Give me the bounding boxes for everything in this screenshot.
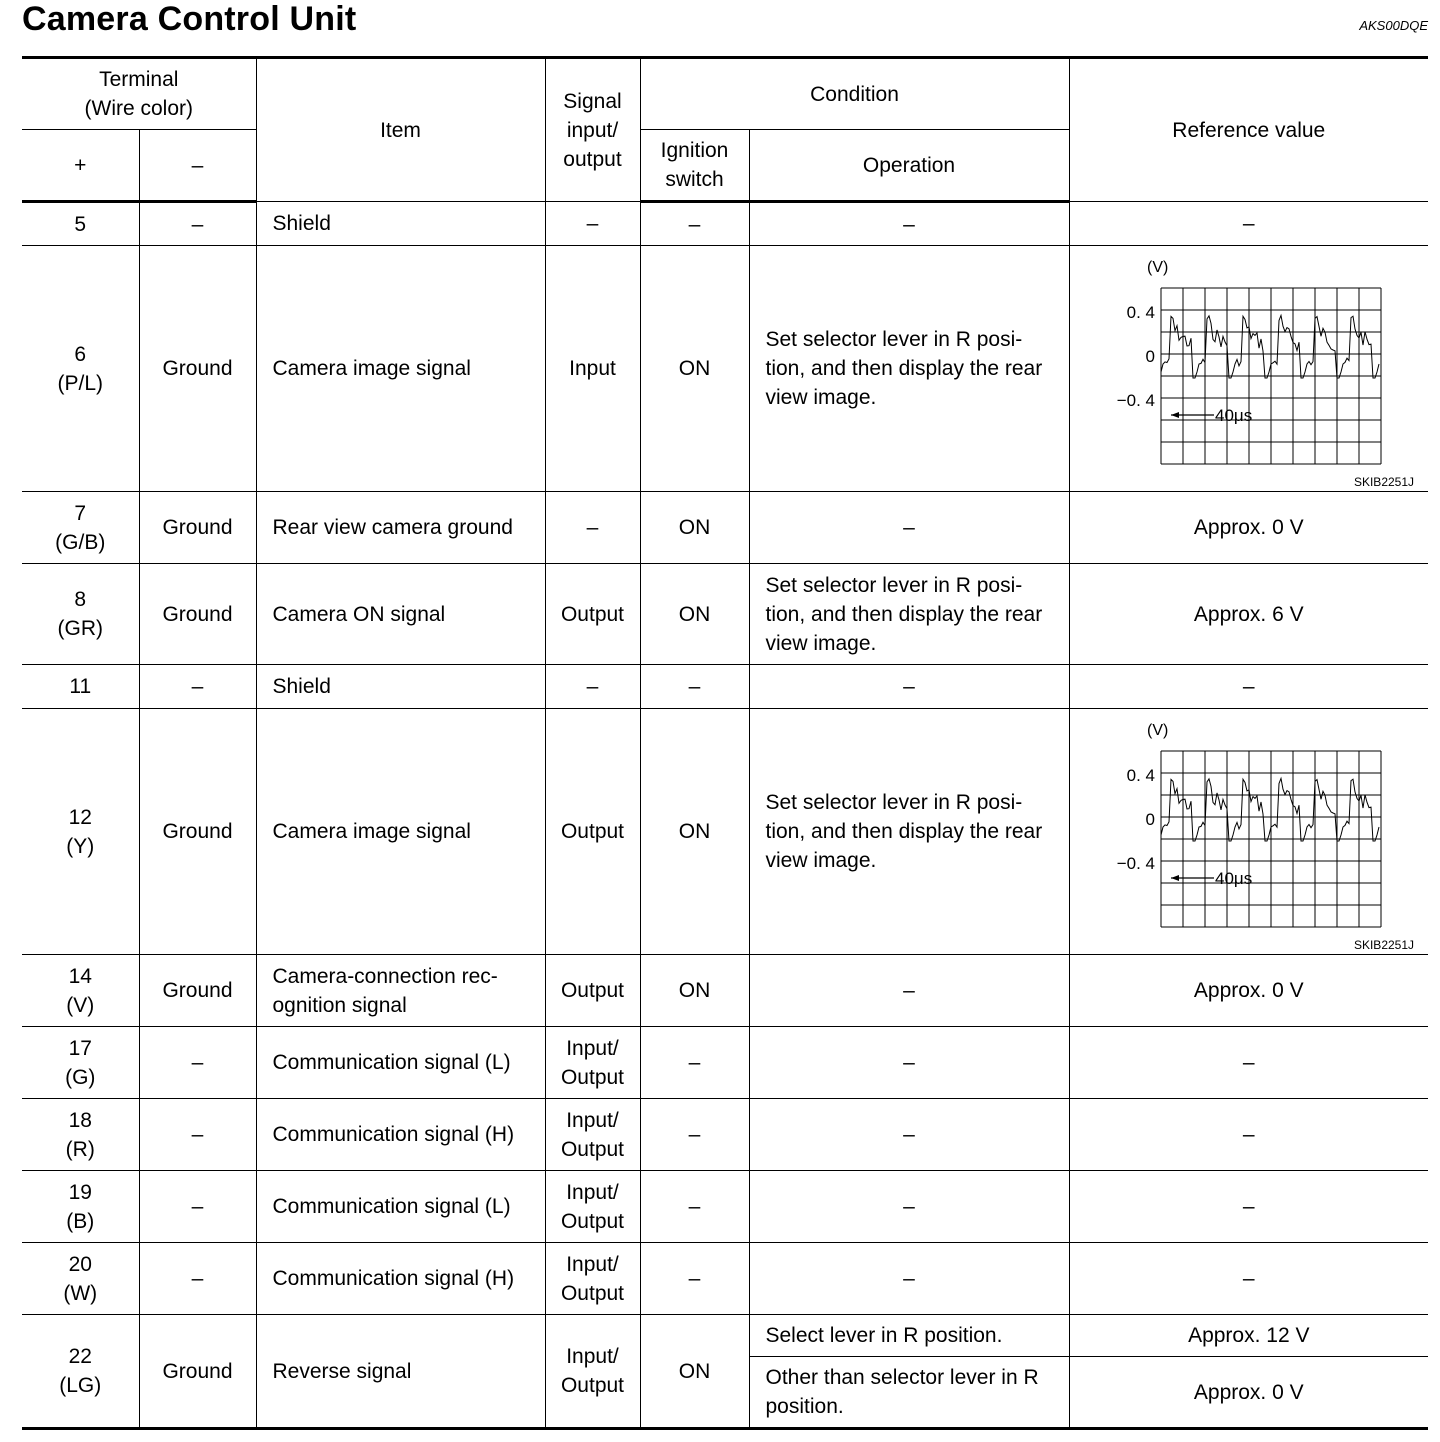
item-cell: Camera image signal — [256, 709, 545, 955]
plus-header: + — [22, 130, 139, 202]
terminal-minus: – — [139, 202, 256, 246]
reference-cell: Approx. 0 V — [1069, 492, 1428, 564]
reference-cell: – — [1069, 665, 1428, 709]
item-cell: Camera image signal — [256, 246, 545, 492]
terminal-table — [22, 56, 1428, 1430]
reference-header: Reference value — [1069, 58, 1428, 202]
item-header: Item — [256, 58, 545, 202]
y-tick-top: 0. 4 — [1126, 765, 1155, 785]
ignition-cell: – — [640, 1027, 749, 1099]
signal-io-cell: – — [545, 492, 640, 564]
table-row — [22, 202, 1428, 246]
reference-cell: – — [1069, 1171, 1428, 1243]
item-cell: Communication signal (H) — [256, 1099, 545, 1171]
item-cell: Shield — [256, 665, 545, 709]
terminal-plus: 19 (B) — [22, 1171, 139, 1243]
reference-cell — [1069, 246, 1428, 492]
table-row — [22, 246, 1428, 492]
table-row — [22, 955, 1428, 1027]
operation-cell: – — [749, 1243, 1069, 1315]
operation-cell: – — [749, 202, 1069, 246]
terminal-minus: Ground — [139, 955, 256, 1027]
signal-io-cell: Input/ Output — [545, 1243, 640, 1315]
operation-cell: – — [749, 1099, 1069, 1171]
document-id: AKS00DQE — [1359, 18, 1428, 33]
terminal-minus: – — [139, 1099, 256, 1171]
terminal-minus: Ground — [139, 564, 256, 665]
item-cell: Shield — [256, 202, 545, 246]
ignition-cell: – — [640, 665, 749, 709]
signal-trace — [1161, 778, 1379, 841]
ignition-cell: – — [640, 1171, 749, 1243]
item-cell: Camera-connection rec- ognition signal — [256, 955, 545, 1027]
terminal-minus: Ground — [139, 492, 256, 564]
time-arrow-head — [1171, 875, 1179, 881]
operation-cell: Select lever in R position. — [749, 1315, 1069, 1357]
table-row — [22, 1027, 1428, 1099]
item-cell: Communication signal (H) — [256, 1243, 545, 1315]
reference-cell: Approx. 6 V — [1069, 564, 1428, 665]
terminal-plus: 6 (P/L) — [22, 246, 139, 492]
table-row — [22, 1315, 1428, 1357]
reference-cell: – — [1069, 1243, 1428, 1315]
y-tick-mid: 0 — [1145, 809, 1155, 829]
terminal-minus: – — [139, 1243, 256, 1315]
operation-cell: Set selector lever in R posi- tion, and then display the rear view image. — [749, 709, 1069, 955]
ignition-cell: – — [640, 1099, 749, 1171]
terminal-plus: 20 (W) — [22, 1243, 139, 1315]
terminal-plus: 18 (R) — [22, 1099, 139, 1171]
operation-header: Operation — [749, 130, 1069, 202]
unit-label: (V) — [1146, 258, 1169, 276]
signal-io-cell: Output — [545, 709, 640, 955]
signal-io-cell: – — [545, 665, 640, 709]
ignition-cell: – — [640, 202, 749, 246]
ignition-cell: ON — [640, 709, 749, 955]
operation-cell: – — [749, 1171, 1069, 1243]
waveform-svg — [1099, 717, 1399, 947]
ignition-cell: ON — [640, 246, 749, 492]
terminal-minus: Ground — [139, 709, 256, 955]
terminal-minus: – — [139, 1027, 256, 1099]
time-label: 40μs — [1214, 868, 1252, 888]
condition-header: Condition — [640, 58, 1069, 130]
y-tick-bottom: −0. 4 — [1116, 390, 1155, 410]
signal-io-cell: Output — [545, 564, 640, 665]
reference-cell: Approx. 0 V — [1069, 955, 1428, 1027]
table-row — [22, 709, 1428, 955]
item-cell: Communication signal (L) — [256, 1027, 545, 1099]
figure-id: SKIB2251J — [1353, 475, 1415, 489]
ignition-cell: ON — [640, 955, 749, 1027]
terminal-plus: 14 (V) — [22, 955, 139, 1027]
terminal-plus: 22 (LG) — [22, 1315, 139, 1429]
waveform-chart — [1099, 254, 1399, 484]
item-cell: Camera ON signal — [256, 564, 545, 665]
operation-cell: – — [749, 955, 1069, 1027]
reference-cell: Approx. 12 V — [1069, 1315, 1428, 1357]
time-arrow-head — [1171, 412, 1179, 418]
waveform-svg — [1099, 254, 1399, 484]
terminal-plus: 12 (Y) — [22, 709, 139, 955]
item-cell: Rear view camera ground — [256, 492, 545, 564]
figure-id: SKIB2251J — [1353, 938, 1415, 952]
terminal-plus: 5 — [22, 202, 139, 246]
table-row — [22, 1099, 1428, 1171]
signal-io-cell: Input/ Output — [545, 1099, 640, 1171]
terminal-header: Terminal (Wire color) — [22, 58, 256, 130]
item-cell: Communication signal (L) — [256, 1171, 545, 1243]
terminal-minus: Ground — [139, 1315, 256, 1429]
minus-header: – — [139, 130, 256, 202]
unit-label: (V) — [1146, 721, 1169, 739]
item-cell: Reverse signal — [256, 1315, 545, 1429]
terminal-plus: 8 (GR) — [22, 564, 139, 665]
terminal-plus: 11 — [22, 665, 139, 709]
table-row — [22, 665, 1428, 709]
operation-cell: Set selector lever in R posi- tion, and then display the rear view image. — [749, 246, 1069, 492]
table-row — [22, 1243, 1428, 1315]
signal-io-cell: Output — [545, 955, 640, 1027]
signal-io-header: Signal input/ output — [545, 58, 640, 202]
terminal-minus: – — [139, 665, 256, 709]
signal-io-cell: Input — [545, 246, 640, 492]
ignition-header: Ignition switch — [640, 130, 749, 202]
operation-cell: – — [749, 1027, 1069, 1099]
reference-cell — [1069, 709, 1428, 955]
signal-io-cell: Input/ Output — [545, 1027, 640, 1099]
table-row — [22, 564, 1428, 665]
reference-cell: Approx. 0 V — [1069, 1357, 1428, 1429]
reference-cell: – — [1069, 1099, 1428, 1171]
ignition-cell: ON — [640, 1315, 749, 1429]
y-tick-bottom: −0. 4 — [1116, 853, 1155, 873]
time-label: 40μs — [1214, 405, 1252, 425]
reference-cell: – — [1069, 202, 1428, 246]
ignition-cell: ON — [640, 564, 749, 665]
operation-cell: Set selector lever in R posi- tion, and then display the rear view image. — [749, 564, 1069, 665]
signal-io-cell: – — [545, 202, 640, 246]
terminal-minus: Ground — [139, 246, 256, 492]
ignition-cell: – — [640, 1243, 749, 1315]
signal-io-cell: Input/ Output — [545, 1315, 640, 1429]
operation-cell: – — [749, 492, 1069, 564]
table-row — [22, 1171, 1428, 1243]
reference-cell: – — [1069, 1027, 1428, 1099]
terminal-minus: – — [139, 1171, 256, 1243]
terminal-plus: 17 (G) — [22, 1027, 139, 1099]
signal-io-cell: Input/ Output — [545, 1171, 640, 1243]
y-tick-top: 0. 4 — [1126, 302, 1155, 322]
y-tick-mid: 0 — [1145, 346, 1155, 366]
waveform-chart — [1099, 717, 1399, 947]
signal-trace — [1161, 315, 1379, 378]
ignition-cell: ON — [640, 492, 749, 564]
terminal-plus: 7 (G/B) — [22, 492, 139, 564]
operation-cell: Other than selector lever in R position. — [749, 1357, 1069, 1429]
table-row — [22, 492, 1428, 564]
page-title: Camera Control Unit — [22, 0, 357, 38]
operation-cell: – — [749, 665, 1069, 709]
